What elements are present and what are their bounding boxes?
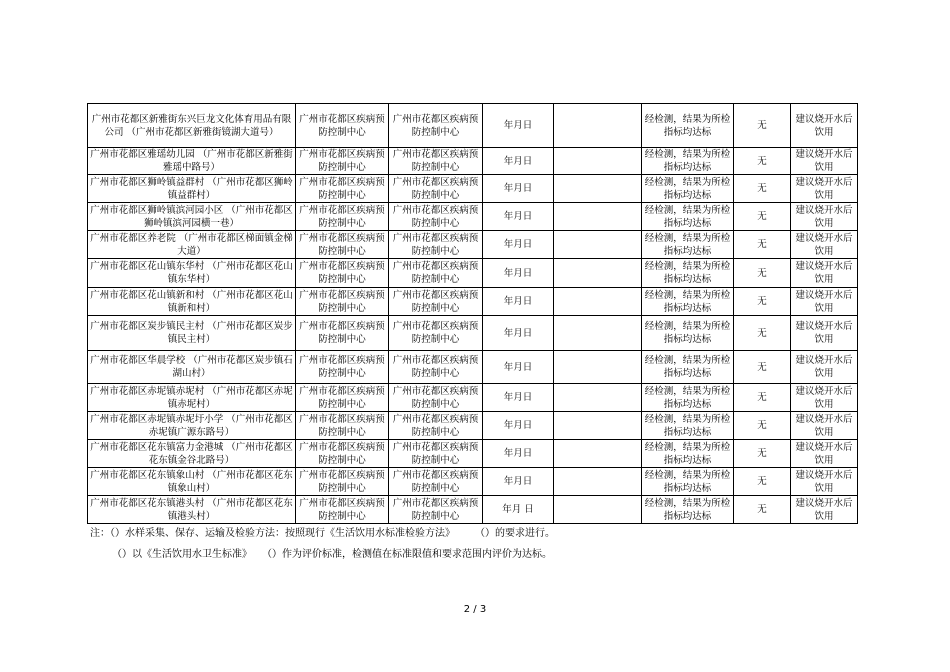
table-row <box>88 104 858 148</box>
exceeded-indicator-cell: 无 <box>734 384 791 412</box>
testing-unit-cell: 广州市花都区疾病预防控制中心 <box>389 104 483 148</box>
advice-cell: 建议烧开水后饮用 <box>791 412 858 440</box>
table-row <box>88 203 858 231</box>
exceeded-indicator-cell: 无 <box>734 288 791 316</box>
note-line-2: （）以《生活饮用水卫生标准》 （）作为评价标准，检测值在标准限值和要求范围内评价为达标。 <box>112 549 552 560</box>
exceeded-indicator-cell: 无 <box>734 148 791 175</box>
testing-unit-cell: 广州市花都区疾病预防控制中心 <box>389 440 483 468</box>
date-cell: 年月日 <box>483 468 554 496</box>
exceeded-indicator-cell: 无 <box>734 316 791 351</box>
table-row <box>88 412 858 440</box>
site-cell: 广州市花都区狮岭镇益群村 （广州市花都区狮岭镇益群村） <box>88 175 296 203</box>
blank-cell <box>554 203 642 231</box>
conclusion-cell: 经检测，结果为所检指标均达标 <box>642 496 734 524</box>
testing-unit-cell: 广州市花都区疾病预防控制中心 <box>389 148 483 175</box>
sampling-unit-cell: 广州市花都区疾病预防控制中心 <box>296 148 389 175</box>
advice-cell: 建议烧开水后饮用 <box>791 288 858 316</box>
exceeded-indicator-cell: 无 <box>734 412 791 440</box>
testing-unit-cell: 广州市花都区疾病预防控制中心 <box>389 351 483 384</box>
date-cell: 年月日 <box>483 203 554 231</box>
blank-cell <box>554 175 642 203</box>
testing-unit-cell: 广州市花都区疾病预防控制中心 <box>389 231 483 259</box>
exceeded-indicator-cell: 无 <box>734 231 791 259</box>
blank-cell <box>554 316 642 351</box>
exceeded-indicator-cell: 无 <box>734 440 791 468</box>
table-row <box>88 351 858 384</box>
blank-cell <box>554 288 642 316</box>
advice-cell: 建议烧开水后饮用 <box>791 175 858 203</box>
sampling-unit-cell: 广州市花都区疾病预防控制中心 <box>296 104 389 148</box>
site-cell: 广州市花都区赤坭镇赤坭村 （广州市花都区赤坭镇赤坭村） <box>88 384 296 412</box>
site-cell: 广州市花都区花东镇港头村 （广州市花都区花东镇港头村） <box>88 496 296 524</box>
blank-cell <box>554 351 642 384</box>
date-cell: 年月日 <box>483 351 554 384</box>
testing-unit-cell: 广州市花都区疾病预防控制中心 <box>389 412 483 440</box>
date-cell: 年月日 <box>483 259 554 288</box>
advice-cell: 建议烧开水后饮用 <box>791 148 858 175</box>
date-cell: 年月日 <box>483 148 554 175</box>
exceeded-indicator-cell: 无 <box>734 175 791 203</box>
conclusion-cell: 经检测，结果为所检指标均达标 <box>642 104 734 148</box>
site-cell: 广州市花都区华晨学校 （广州市花都区炭步镇石湖山村） <box>88 351 296 384</box>
site-cell: 广州市花都区花山镇东华村 （广州市花都区花山镇东华村） <box>88 259 296 288</box>
testing-unit-cell: 广州市花都区疾病预防控制中心 <box>389 259 483 288</box>
blank-cell <box>554 496 642 524</box>
sampling-unit-cell: 广州市花都区疾病预防控制中心 <box>296 496 389 524</box>
sampling-unit-cell: 广州市花都区疾病预防控制中心 <box>296 412 389 440</box>
note-line-1: 注：（）水样采集、保存、运输及检验方法：按照现行《生活饮用水标准检验方法》 （）的要求进行。 <box>90 528 555 539</box>
advice-cell: 建议烧开水后饮用 <box>791 316 858 351</box>
site-cell: 广州市花都区养老院 （广州市花都区梯面镇金梯大道） <box>88 231 296 259</box>
conclusion-cell: 经检测，结果为所检指标均达标 <box>642 259 734 288</box>
testing-unit-cell: 广州市花都区疾病预防控制中心 <box>389 175 483 203</box>
site-cell: 广州市花都区炭步镇民主村 （广州市花都区炭步镇民主村） <box>88 316 296 351</box>
date-cell: 年月日 <box>483 440 554 468</box>
date-cell: 年月日 <box>483 412 554 440</box>
table-row <box>88 148 858 175</box>
conclusion-cell: 经检测，结果为所检指标均达标 <box>642 384 734 412</box>
conclusion-cell: 经检测，结果为所检指标均达标 <box>642 468 734 496</box>
site-cell: 广州市花都区新雅街东兴巨龙文化体育用品有限公司 （广州市花都区新雅街镜湖大道号） <box>88 104 296 148</box>
blank-cell <box>554 468 642 496</box>
advice-cell: 建议烧开水后饮用 <box>791 496 858 524</box>
sampling-unit-cell: 广州市花都区疾病预防控制中心 <box>296 203 389 231</box>
table-row <box>88 288 858 316</box>
conclusion-cell: 经检测，结果为所检指标均达标 <box>642 440 734 468</box>
blank-cell <box>554 384 642 412</box>
blank-cell <box>554 104 642 148</box>
site-cell: 广州市花都区赤坭镇赤坭圩小学 （广州市花都区赤坭镇广源东路号） <box>88 412 296 440</box>
blank-cell <box>554 231 642 259</box>
advice-cell: 建议烧开水后饮用 <box>791 351 858 384</box>
table-row <box>88 496 858 524</box>
conclusion-cell: 经检测，结果为所检指标均达标 <box>642 203 734 231</box>
date-cell: 年月日 <box>483 231 554 259</box>
exceeded-indicator-cell: 无 <box>734 259 791 288</box>
conclusion-cell: 经检测，结果为所检指标均达标 <box>642 175 734 203</box>
blank-cell <box>554 440 642 468</box>
advice-cell: 建议烧开水后饮用 <box>791 384 858 412</box>
date-cell: 年月 日 <box>483 496 554 524</box>
sampling-unit-cell: 广州市花都区疾病预防控制中心 <box>296 384 389 412</box>
sampling-unit-cell: 广州市花都区疾病预防控制中心 <box>296 468 389 496</box>
blank-cell <box>554 259 642 288</box>
site-cell: 广州市花都区狮岭镇滨河园小区 （广州市花都区狮岭镇滨河园横一巷） <box>88 203 296 231</box>
conclusion-cell: 经检测，结果为所检指标均达标 <box>642 351 734 384</box>
sampling-unit-cell: 广州市花都区疾病预防控制中心 <box>296 231 389 259</box>
exceeded-indicator-cell: 无 <box>734 351 791 384</box>
table-row <box>88 468 858 496</box>
date-cell: 年月日 <box>483 104 554 148</box>
testing-unit-cell: 广州市花都区疾病预防控制中心 <box>389 384 483 412</box>
sampling-unit-cell: 广州市花都区疾病预防控制中心 <box>296 440 389 468</box>
testing-unit-cell: 广州市花都区疾病预防控制中心 <box>389 496 483 524</box>
blank-cell <box>554 412 642 440</box>
table-row <box>88 259 858 288</box>
site-cell: 广州市花都区花东镇富力金港城 （广州市花都区花东镇金谷北路号） <box>88 440 296 468</box>
sampling-unit-cell: 广州市花都区疾病预防控制中心 <box>296 175 389 203</box>
advice-cell: 建议烧开水后饮用 <box>791 259 858 288</box>
sampling-unit-cell: 广州市花都区疾病预防控制中心 <box>296 259 389 288</box>
date-cell: 年月日 <box>483 175 554 203</box>
date-cell: 年月日 <box>483 384 554 412</box>
sampling-unit-cell: 广州市花都区疾病预防控制中心 <box>296 351 389 384</box>
site-cell: 广州市花都区花东镇象山村 （广州市花都区花东镇象山村） <box>88 468 296 496</box>
testing-unit-cell: 广州市花都区疾病预防控制中心 <box>389 288 483 316</box>
table-row <box>88 384 858 412</box>
advice-cell: 建议烧开水后饮用 <box>791 104 858 148</box>
table-row <box>88 316 858 351</box>
exceeded-indicator-cell: 无 <box>734 203 791 231</box>
conclusion-cell: 经检测，结果为所检指标均达标 <box>642 231 734 259</box>
table-row <box>88 175 858 203</box>
testing-unit-cell: 广州市花都区疾病预防控制中心 <box>389 203 483 231</box>
exceeded-indicator-cell: 无 <box>734 496 791 524</box>
date-cell: 年月日 <box>483 316 554 351</box>
advice-cell: 建议烧开水后饮用 <box>791 231 858 259</box>
conclusion-cell: 经检测，结果为所检指标均达标 <box>642 148 734 175</box>
advice-cell: 建议烧开水后饮用 <box>791 203 858 231</box>
blank-cell <box>554 148 642 175</box>
site-cell: 广州市花都区花山镇新和村 （广州市花都区花山镇新和村） <box>88 288 296 316</box>
conclusion-cell: 经检测，结果为所检指标均达标 <box>642 288 734 316</box>
site-cell: 广州市花都区雅瑶幼儿园 （广州市花都区新雅街雅瑶中路号） <box>88 148 296 175</box>
table-row <box>88 440 858 468</box>
sampling-unit-cell: 广州市花都区疾病预防控制中心 <box>296 288 389 316</box>
table-body <box>88 104 858 524</box>
table-row <box>88 231 858 259</box>
exceeded-indicator-cell: 无 <box>734 468 791 496</box>
testing-unit-cell: 广州市花都区疾病预防控制中心 <box>389 316 483 351</box>
water-quality-table <box>87 103 858 524</box>
date-cell: 年月日 <box>483 288 554 316</box>
conclusion-cell: 经检测，结果为所检指标均达标 <box>642 316 734 351</box>
testing-unit-cell: 广州市花都区疾病预防控制中心 <box>389 468 483 496</box>
sampling-unit-cell: 广州市花都区疾病预防控制中心 <box>296 316 389 351</box>
advice-cell: 建议烧开水后饮用 <box>791 440 858 468</box>
conclusion-cell: 经检测，结果为所检指标均达标 <box>642 412 734 440</box>
advice-cell: 建议烧开水后饮用 <box>791 468 858 496</box>
exceeded-indicator-cell: 无 <box>734 104 791 148</box>
page-number: 2 / 3 <box>463 604 487 615</box>
